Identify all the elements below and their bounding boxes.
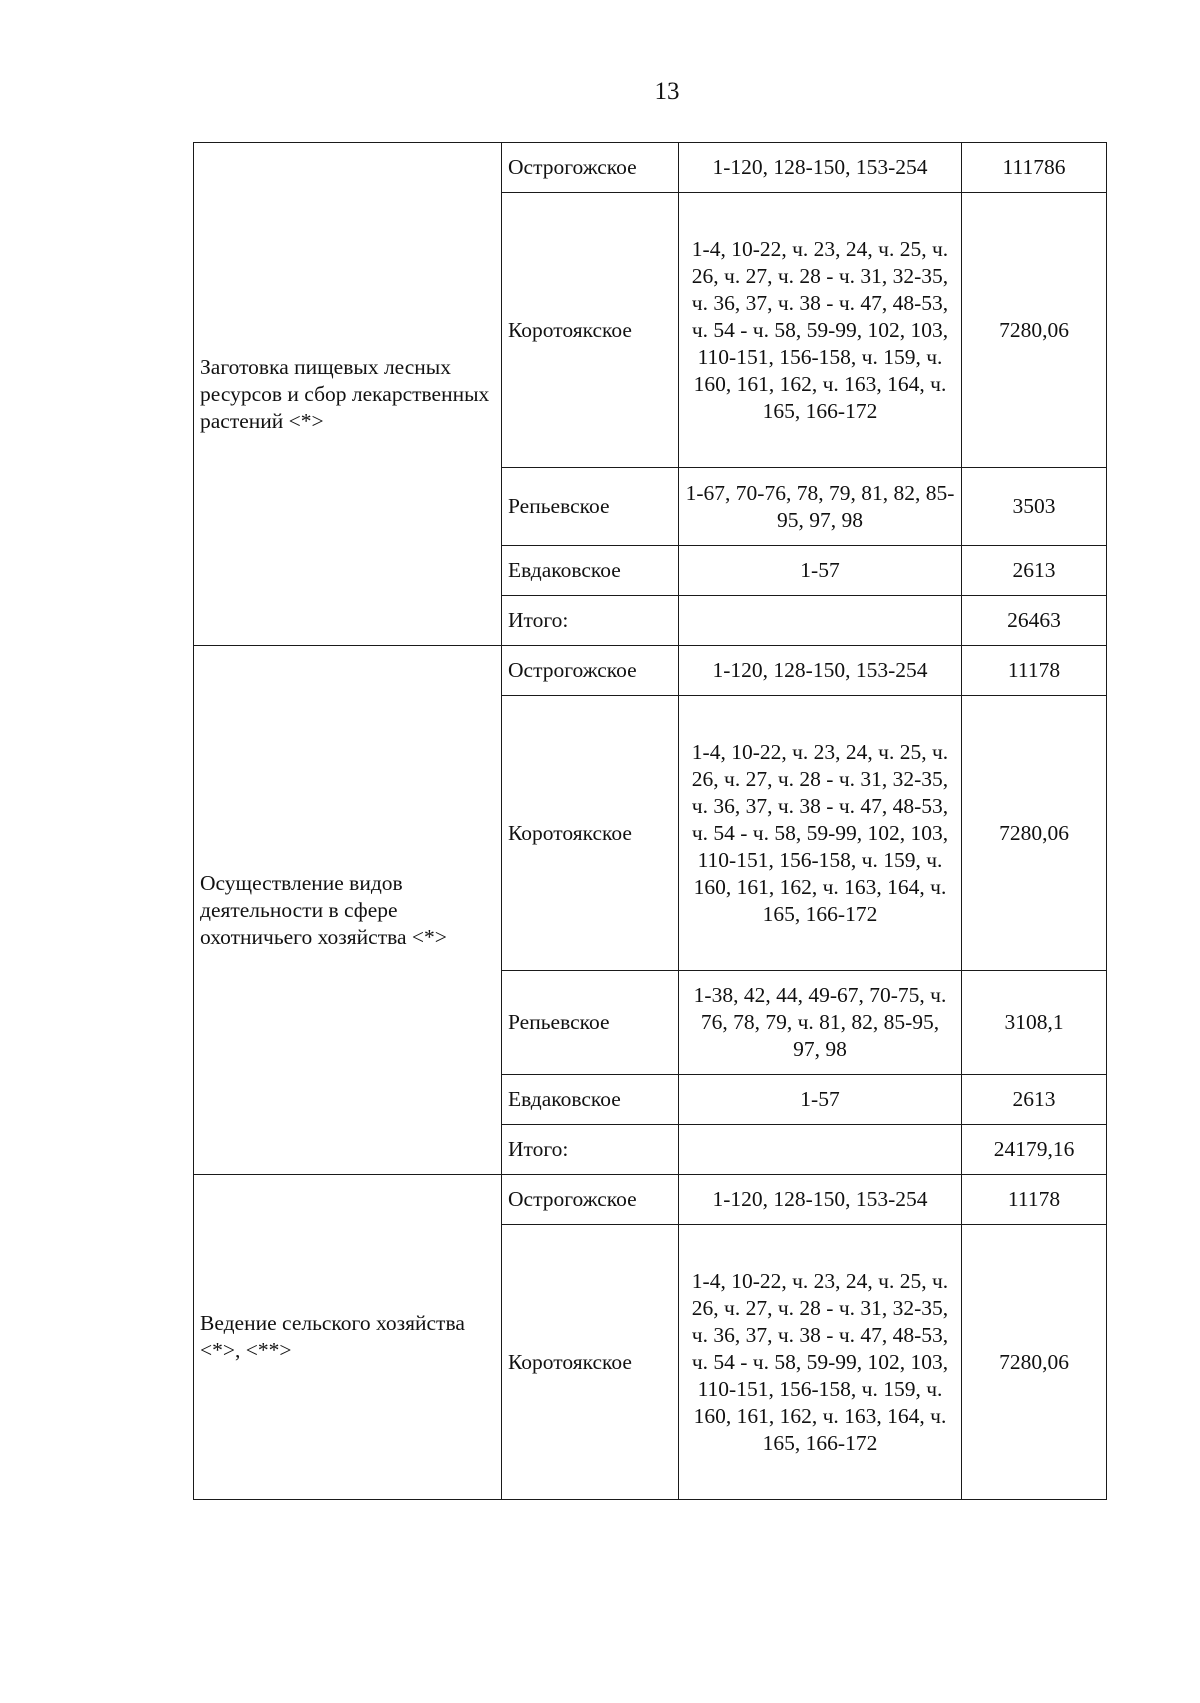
area-cell: 7280,06 bbox=[962, 696, 1107, 971]
area-cell: 111786 bbox=[962, 143, 1107, 193]
area-cell: 11178 bbox=[962, 1175, 1107, 1225]
forestry-cell: Евдаковское bbox=[502, 546, 679, 596]
total-label-cell: Итого: bbox=[502, 1125, 679, 1175]
forestry-cell: Коротоякское bbox=[502, 193, 679, 468]
quarters-cell: 1-67, 70-76, 78, 79, 81, 82, 85-95, 97, 98 bbox=[679, 468, 962, 546]
quarters-cell bbox=[679, 1125, 962, 1175]
quarters-cell: 1-120, 128-150, 153-254 bbox=[679, 1175, 962, 1225]
forestry-cell: Острогожское bbox=[502, 646, 679, 696]
quarters-cell: 1-120, 128-150, 153-254 bbox=[679, 143, 962, 193]
quarters-cell: 1-57 bbox=[679, 546, 962, 596]
forestry-cell: Коротоякское bbox=[502, 696, 679, 971]
quarters-cell: 1-120, 128-150, 153-254 bbox=[679, 646, 962, 696]
area-cell: 2613 bbox=[962, 546, 1107, 596]
area-cell: 11178 bbox=[962, 646, 1107, 696]
table-row bbox=[194, 1175, 1107, 1225]
forestry-cell: Евдаковское bbox=[502, 1075, 679, 1125]
quarters-cell: 1-4, 10-22, ч. 23, 24, ч. 25, ч. 26, ч. 27, ч. 28 - ч. 31, 32-35, ч. 36, 37, ч. 38 - ч. 47, 48-53, ч. 54 - ч. 58, 59-99, 102, 103, 110-151, 156-158, ч. 159, ч. 160, 161, 162, ч. 163, 164, ч. 165, 166-172 bbox=[679, 193, 962, 468]
area-cell: 7280,06 bbox=[962, 1225, 1107, 1500]
activity-label: Осуществление видов деятельности в сфере охотничьего хозяйства <*> bbox=[200, 870, 447, 949]
quarters-cell: 1-38, 42, 44, 49-67, 70-75, ч. 76, 78, 79, ч. 81, 82, 85-95, 97, 98 bbox=[679, 971, 962, 1075]
area-cell: 2613 bbox=[962, 1075, 1107, 1125]
forestry-cell: Репьевское bbox=[502, 971, 679, 1075]
page-number: 13 bbox=[654, 78, 680, 105]
total-area-cell: 24179,16 bbox=[962, 1125, 1107, 1175]
table-row bbox=[194, 646, 1107, 696]
total-label-cell: Итого: bbox=[502, 596, 679, 646]
area-cell: 3503 bbox=[962, 468, 1107, 546]
quarters-cell bbox=[679, 596, 962, 646]
activity-cell bbox=[194, 143, 502, 646]
forestry-cell: Острогожское bbox=[502, 1175, 679, 1225]
quarters-cell: 1-4, 10-22, ч. 23, 24, ч. 25, ч. 26, ч. 27, ч. 28 - ч. 31, 32-35, ч. 36, 37, ч. 38 - ч. 47, 48-53, ч. 54 - ч. 58, 59-99, 102, 103, 110-151, 156-158, ч. 159, ч. 160, 161, 162, ч. 163, 164, ч. 165, 166-172 bbox=[679, 1225, 962, 1500]
quarters-cell: 1-57 bbox=[679, 1075, 962, 1125]
table-row bbox=[194, 143, 1107, 193]
activity-cell bbox=[194, 646, 502, 1175]
total-area-cell: 26463 bbox=[962, 596, 1107, 646]
activity-label: Ведение сельского хозяйства <*>, <**> bbox=[200, 1311, 465, 1362]
forestry-cell: Коротоякское bbox=[502, 1225, 679, 1500]
forestry-cell: Острогожское bbox=[502, 143, 679, 193]
forest-use-table bbox=[193, 142, 1107, 1500]
activity-label: Заготовка пищевых лесных ресурсов и сбор лекарственных растений <*> bbox=[200, 354, 490, 433]
area-cell: 3108,1 bbox=[962, 971, 1107, 1075]
table-body bbox=[194, 143, 1107, 1500]
forestry-cell: Репьевское bbox=[502, 468, 679, 546]
area-cell: 7280,06 bbox=[962, 193, 1107, 468]
activity-cell bbox=[194, 1175, 502, 1500]
quarters-cell: 1-4, 10-22, ч. 23, 24, ч. 25, ч. 26, ч. 27, ч. 28 - ч. 31, 32-35, ч. 36, 37, ч. 38 - ч. 47, 48-53, ч. 54 - ч. 58, 59-99, 102, 103, 110-151, 156-158, ч. 159, ч. 160, 161, 162, ч. 163, 164, ч. 165, 166-172 bbox=[679, 696, 962, 971]
